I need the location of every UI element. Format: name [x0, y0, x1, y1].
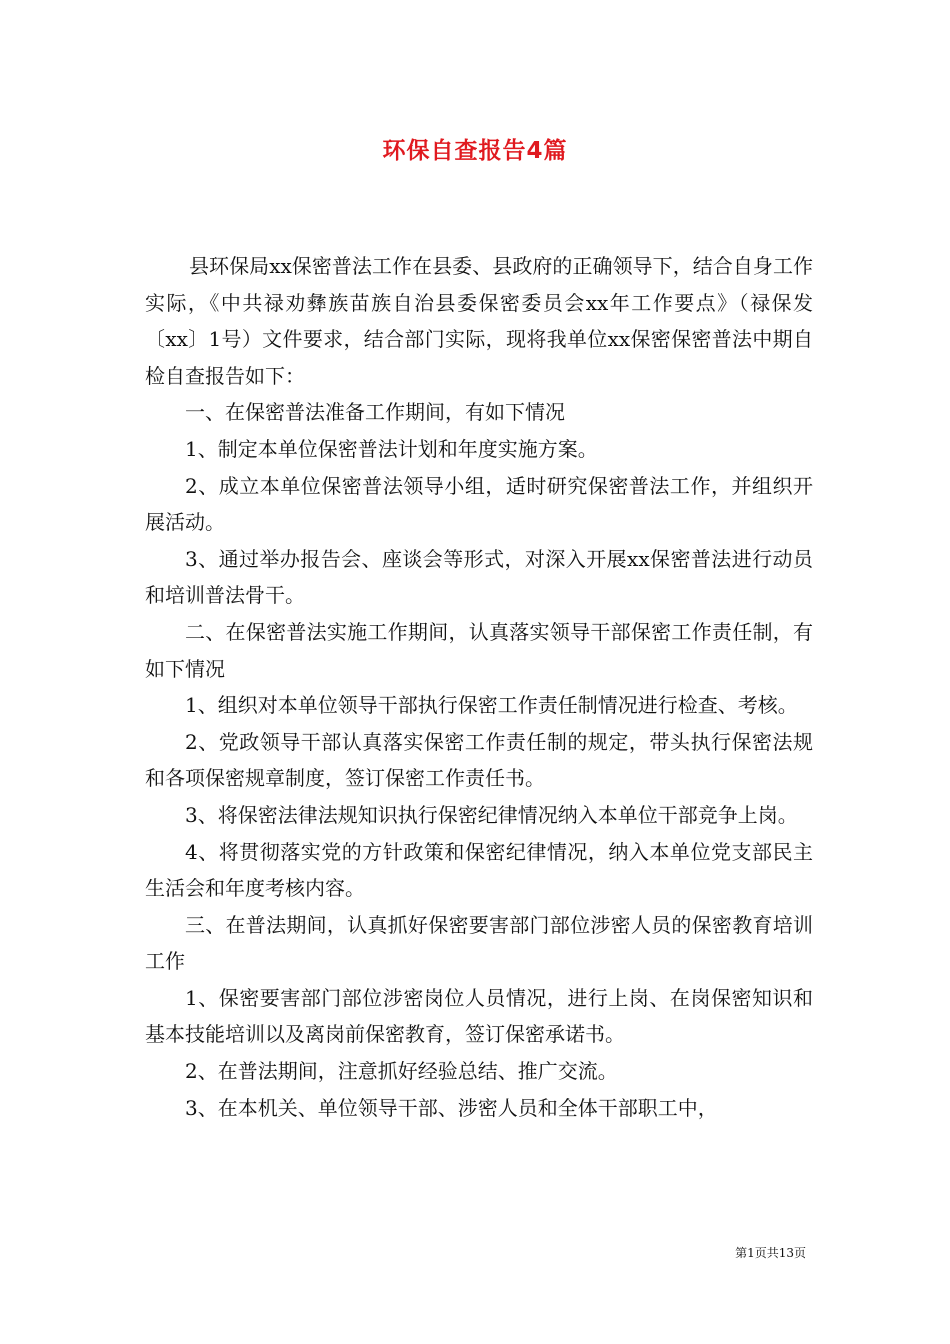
list-item: 1、保密要害部门部位涉密岗位人员情况，进行上岗、在岗保密知识和基本技能培训以及离岗前保密教育，签订保密承诺书。	[145, 985, 813, 1047]
paragraph-intro: 县环保局xx保密普法工作在县委、县政府的正确领导下，结合自身工作实际，《中共禄劝彝族苗族自治县委保密委员会xx年工作要点》（禄保发〔xx〕1号）文件要求，结合部门实际，现将我单位xx保密保密普法中期自检自查报告如下：	[145, 254, 813, 388]
section-heading-1: 一、在保密普法准备工作期间，有如下情况	[185, 400, 565, 425]
section-heading-3: 三、在普法期间，认真抓好保密要害部门部位涉密人员的保密教育培训工作	[145, 912, 813, 974]
list-item: 4、将贯彻落实党的方针政策和保密纪律情况，纳入本单位党支部民主生活会和年度考核内容。	[145, 839, 813, 901]
list-item: 2、成立本单位保密普法领导小组，适时研究保密普法工作，并组织开展活动。	[145, 473, 813, 535]
list-item: 3、通过举办报告会、座谈会等形式，对深入开展xx保密普法进行动员和培训普法骨干。	[145, 546, 813, 608]
list-item: 2、在普法期间，注意抓好经验总结、推广交流。	[185, 1059, 618, 1084]
document-body	[145, 248, 813, 1126]
section-heading-2: 二、在保密普法实施工作期间，认真落实领导干部保密工作责任制，有如下情况	[145, 619, 813, 681]
list-item: 3、将保密法律法规知识执行保密纪律情况纳入本单位干部竞争上岗。	[185, 802, 798, 827]
list-item: 1、组织对本单位领导干部执行保密工作责任制情况进行检查、考核。	[185, 693, 798, 718]
list-item: 1、制定本单位保密普法计划和年度实施方案。	[185, 436, 598, 461]
list-item: 2、党政领导干部认真落实保密工作责任制的规定，带头执行保密法规和各项保密规章制度，签订保密工作责任书。	[145, 729, 813, 791]
page-number: 第1页共13页	[735, 1246, 806, 1260]
list-item: 3、在本机关、单位领导干部、涉密人员和全体干部职工中，	[185, 1095, 718, 1120]
document-title: 环保自查报告4篇	[382, 138, 568, 164]
